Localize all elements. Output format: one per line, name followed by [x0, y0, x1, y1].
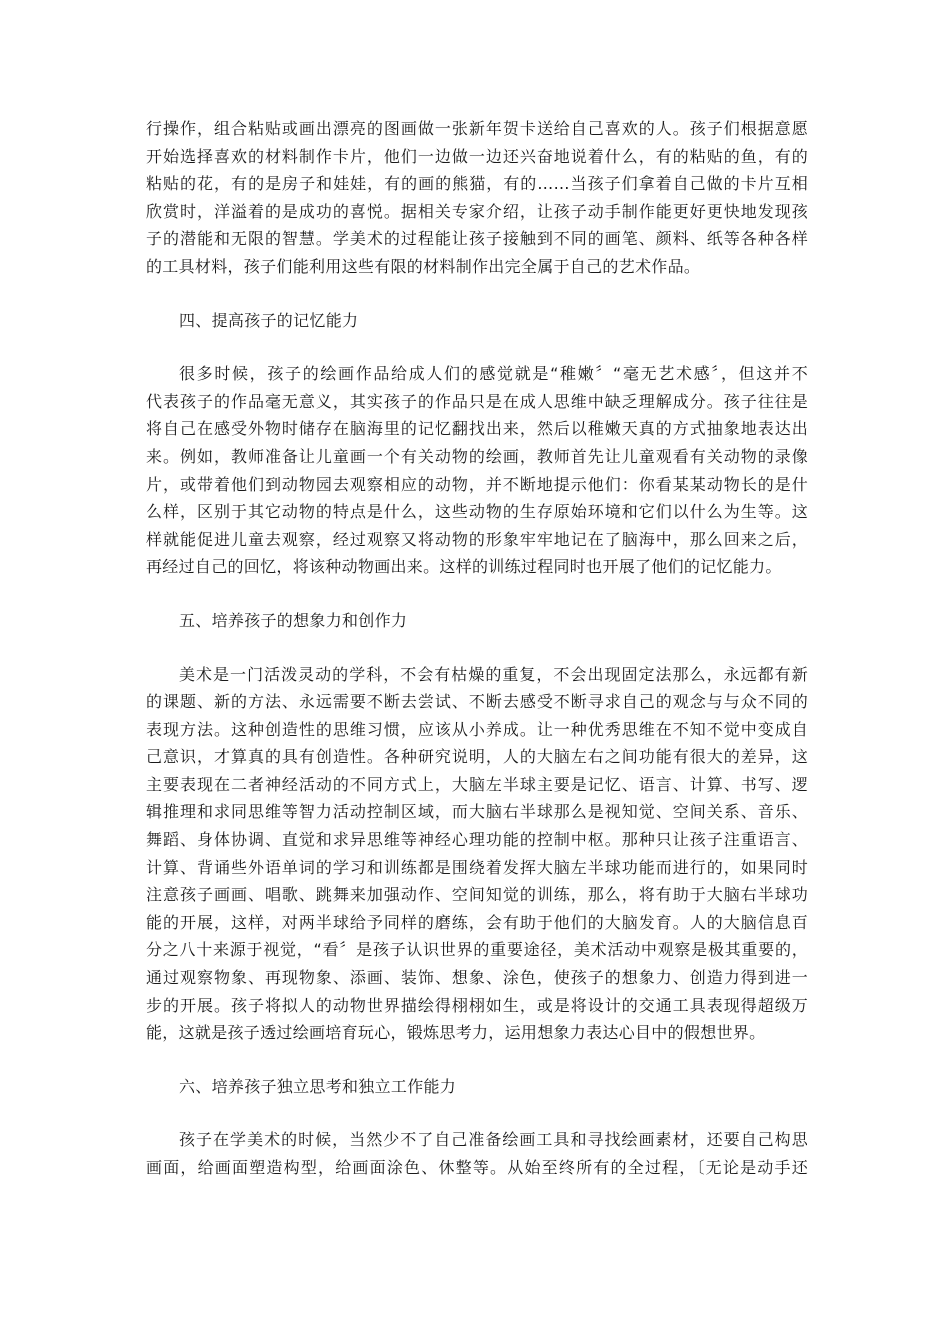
text-line: 样就能促进儿童去观察，经过观察又将动物的形象牢牢地记在了脑海中，那么回来之后， — [146, 529, 808, 549]
paragraph-imagination — [146, 661, 808, 1047]
text-line: 行操作，组合粘贴或画出漂亮的图画做一张新年贺卡送给自己喜欢的人。孩子们根据意愿 — [146, 119, 808, 138]
text-line: 开始选择喜欢的材料制作卡片，他们一边做一边还兴奋地说着什么，有的粘贴的鱼，有的 — [146, 146, 808, 166]
text-line: 孩子在学美术的时候，当然少不了自己准备绘画工具和寻找绘画素材，还要自己构思 — [179, 1130, 808, 1150]
text-line: 画面，给画面塑造构型，给画面涂色、休整等。从始至终所有的全过程，〔无论是动手还 — [146, 1158, 808, 1177]
text-line: 代表孩子的作品毫无意义，其实孩子的作品只是在成人思维中缺乏理解成分。孩子往往是 — [146, 391, 808, 411]
text-line: 计算、背诵些外语单词的学习和训练都是围绕着发挥大脑左半球功能而进行的，如果同时 — [146, 857, 808, 877]
document-body — [146, 115, 808, 1208]
paragraph-memory — [146, 360, 808, 581]
paragraph-card-making — [146, 115, 808, 281]
text-line: 步的开展。孩子将拟人的动物世界描绘得栩栩如生，或是将设计的交通工具表现得超级万 — [146, 995, 808, 1015]
text-line: 粘贴的花，有的是房子和娃娃，有的画的熊猫，有的……当孩子们拿着自己做的卡片互相 — [146, 174, 808, 194]
text-line: 舞蹈、身体协调、直觉和求异思维等神经心理功能的控制中枢。那种只让孩子注重语言、 — [146, 830, 808, 850]
text-line: 来。例如，教师准备让儿童画一个有关动物的绘画，教师首先让儿童观看有关动物的录像 — [146, 446, 808, 466]
text-line: 辑推理和求同思维等智力活动控制区域，而大脑右半球那么是视知觉、空间关系、音乐、 — [146, 802, 808, 822]
section-heading-imagination: 五、培养孩子的想象力和创作力 — [179, 610, 408, 630]
text-line: 能的开展，这样，对两半球给予同样的磨练，会有助于他们的大脑发育。人的大脑信息百 — [146, 912, 808, 932]
section-heading-memory: 四、提高孩子的记忆能力 — [179, 310, 359, 330]
text-line: 将自己在感受外物时储存在脑海里的记忆翻找出来，然后以稚嫩天真的方式抽象地表达出 — [146, 419, 808, 439]
section-heading-independence: 六、培养孩子独立思考和独立工作能力 — [179, 1076, 457, 1096]
text-line: 片，或带着他们到动物园去观察相应的动物，并不断地提示他们：你看某某动物长的是什 — [146, 474, 808, 494]
text-line: 再经过自己的回忆，将该种动物画出来。这样的训练过程同时也开展了他们的记忆能力。 — [146, 557, 782, 577]
text-line: 分之八十来源于视觉，“看〞是孩子认识世界的重要途径，美术活动中观察是极其重要的， — [146, 940, 808, 960]
paragraph-independence — [146, 1126, 808, 1181]
text-line: 么样，区别于其它动物的特点是什么，这些动物的生存原始环境和它们以什么为生等。这 — [146, 502, 808, 522]
text-line: 注意孩子画画、唱歌、跳舞来加强动作、空间知觉的训练，那么，将有助于大脑右半球功 — [146, 885, 808, 905]
text-line: 表现方法。这种创造性的思维习惯，应该从小养成。让一种优秀思维在不知不觉中变成自 — [146, 719, 808, 739]
text-line: 的课题、新的方法、永远需要不断去尝试、不断去感受不断寻求自己的观念与与众不同的 — [146, 692, 808, 712]
text-line: 美术是一门活泼灵动的学科，不会有枯燥的重复，不会出现固定法那么，永远都有新 — [179, 664, 808, 684]
text-line: 欣赏时，洋溢着的是成功的喜悦。据相关专家介绍，让孩子动手制作能更好更快地发现孩 — [146, 201, 808, 221]
text-line: 很多时候，孩子的绘画作品给成人们的感觉就是“稚嫩〞“毫无艺术感〞，但这并不 — [179, 364, 808, 384]
text-line: 子的潜能和无限的智慧。学美术的过程能让孩子接触到不同的画笔、颜料、纸等各种各样 — [146, 229, 808, 249]
text-line: 主要表现在二者神经活动的不同方式上，大脑左半球主要是记忆、语言、计算、书写、逻 — [146, 774, 808, 794]
text-line: 己意识，才算真的具有创造性。各种研究说明，人的大脑左右之间功能有很大的差异，这 — [146, 747, 808, 767]
text-line: 能，这就是孩子透过绘画培育玩心，锻炼思考力，运用想象力表达心目中的假想世界。 — [146, 1023, 766, 1043]
text-line: 的工具材料，孩子们能利用这些有限的材料制作出完全属于自己的艺术作品。 — [146, 256, 701, 276]
text-line: 通过观察物象、再现物象、添画、装饰、想象、涂色，使孩子的想象力、创造力得到进一 — [146, 968, 808, 988]
